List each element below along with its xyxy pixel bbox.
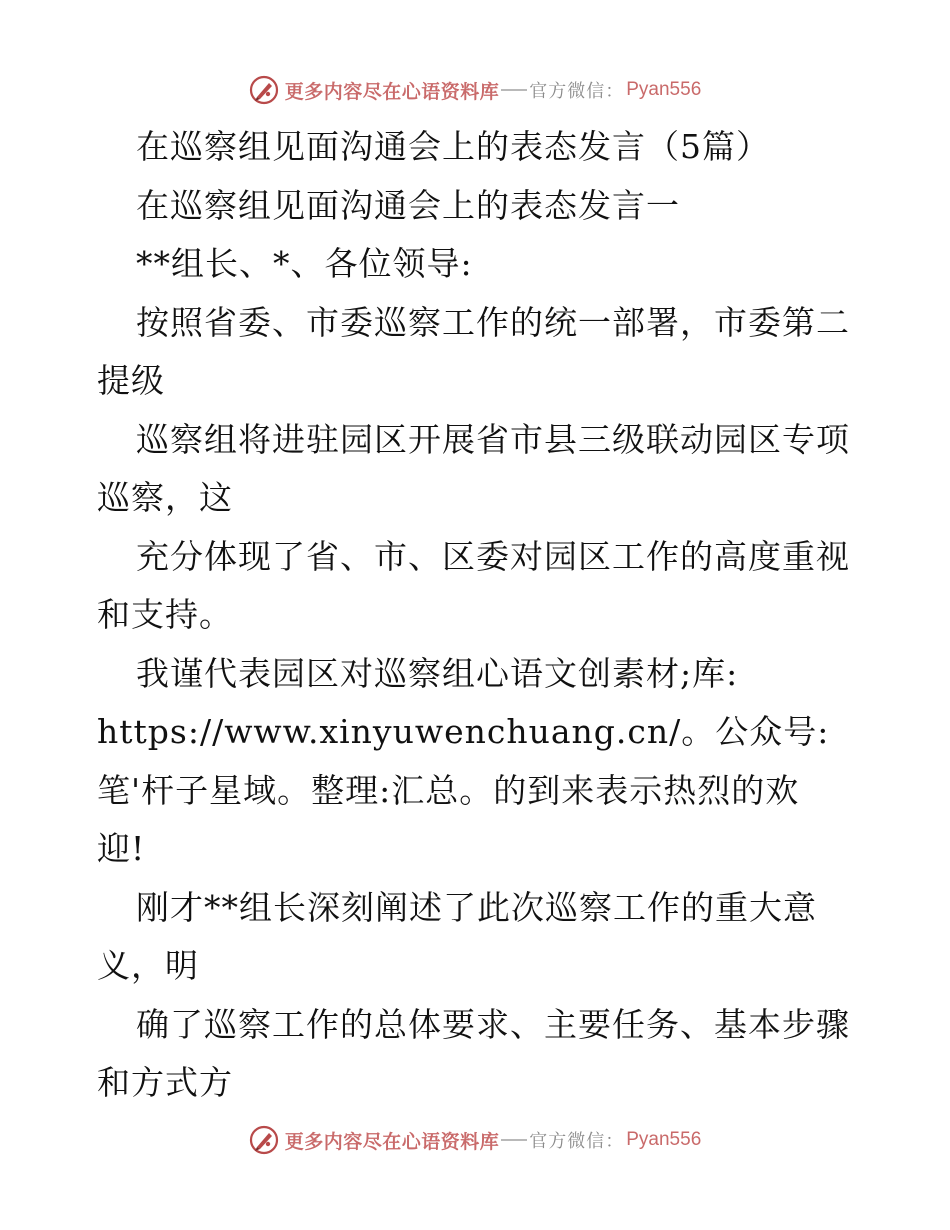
text-line: 按照省委、市委巡察工作的统一部署，市委第二	[136, 302, 850, 342]
banner-official-text: 官方微信：	[529, 81, 625, 102]
text-line: **组长、*、各位领导:	[136, 244, 473, 283]
text-line: 和方式方	[97, 1063, 233, 1102]
text-line: 我谨代表园区对巡察组心语文创素材;库:	[136, 653, 739, 693]
banner-dash	[501, 89, 527, 91]
text-line: 充分体现了省、市、区委对园区工作的高度重视	[136, 536, 850, 576]
quill-circle-icon	[249, 75, 279, 105]
banner-site-text: 更多内容尽在心语资料库	[284, 80, 500, 103]
footer-banner	[0, 1120, 950, 1160]
text-line: 笔'杆子星域。整理:汇总。的到来表示热烈的欢	[97, 770, 800, 810]
banner-official-text: 官方微信：	[529, 1131, 625, 1152]
quill-circle-icon	[249, 1125, 279, 1155]
banner-site-text: 更多内容尽在心语资料库	[284, 1130, 500, 1153]
text-line: 刚才**组长深刻阐述了此次巡察工作的重大意	[136, 887, 817, 927]
header-banner	[0, 70, 950, 110]
text-line: https://www.xinyuwenchuang.cn/。公众号:	[97, 712, 830, 751]
banner-wechat-id: Pyan556	[626, 1129, 702, 1150]
banner-wechat-id: Pyan556	[626, 79, 702, 100]
text-line: 提级	[97, 361, 165, 400]
text-line: 巡察组将进驻园区开展省市县三级联动园区专项	[136, 419, 850, 459]
document-body	[97, 118, 857, 1113]
text-line: 在巡察组见面沟通会上的表态发言（5篇）	[136, 127, 770, 166]
text-line: 义，明	[97, 946, 199, 985]
text-line: 巡察，这	[97, 478, 233, 517]
text-line: 在巡察组见面沟通会上的表态发言一	[136, 185, 680, 225]
text-line: 迎!	[97, 829, 146, 868]
text-line: 确了巡察工作的总体要求、主要任务、基本步骤	[136, 1004, 850, 1044]
text-line: 和支持。	[97, 595, 233, 634]
banner-dash	[501, 1139, 527, 1141]
